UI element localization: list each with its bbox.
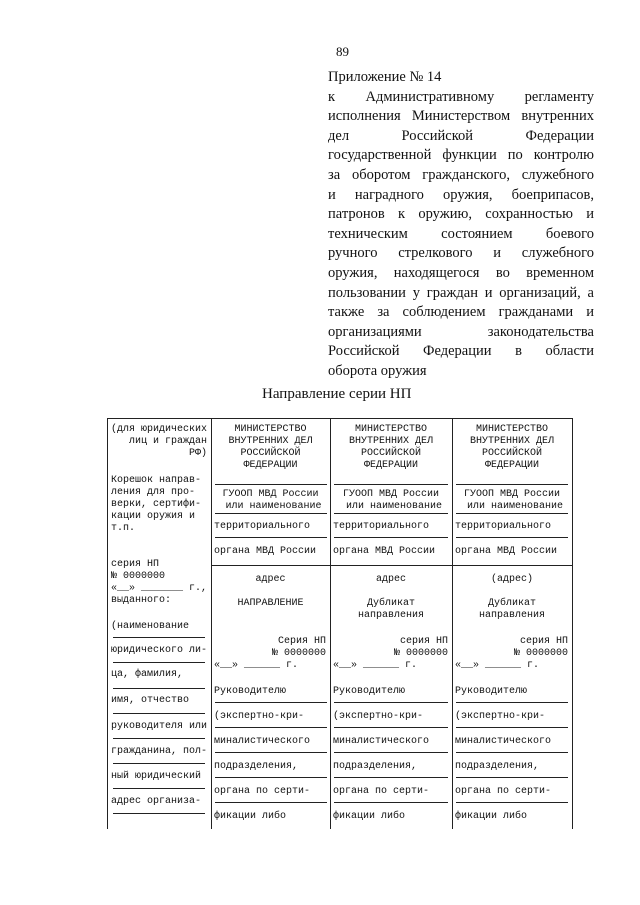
- organ-field: органа МВД России: [214, 546, 317, 557]
- document-title: Направление серии НП: [262, 386, 412, 402]
- series-number: № 0000000: [271, 648, 326, 659]
- document-type: Дубликат направления: [478, 598, 545, 621]
- series-label: серия НП: [519, 636, 568, 647]
- date-field: «__» ______ г.: [214, 660, 299, 671]
- addressee-line: фикации либо: [333, 811, 406, 822]
- organ-field: органа МВД России: [455, 546, 558, 557]
- appendix-header: [328, 68, 594, 382]
- stub-line: юридического ли-: [111, 645, 208, 656]
- column-divider: [452, 418, 453, 829]
- addressee-line: (экспертно-кри-: [214, 711, 305, 722]
- addressee-line: Руководителю: [455, 686, 528, 697]
- addressee-line: фикации либо: [214, 811, 287, 822]
- stub-line: гражданина, пол-: [111, 746, 208, 757]
- table-border-right: [572, 418, 573, 829]
- table-border-left: [107, 418, 108, 829]
- addressee-line: органа по серти-: [214, 786, 311, 797]
- section-divider: [211, 565, 572, 566]
- stub-line: адрес организа-: [111, 796, 202, 807]
- addressee-line: (экспертно-кри-: [333, 711, 424, 722]
- territorial-field: территориального: [333, 521, 430, 532]
- series-label: Серия НП: [277, 636, 326, 647]
- addressee-line: Руководителю: [333, 686, 406, 697]
- appendix-line: государственной функции по контролю: [328, 147, 594, 164]
- date-field: «__» ______ г.: [333, 660, 418, 671]
- ministry-heading: МИНИСТЕРСТВО ВНУТРЕННИХ ДЕЛ РОССИЙСКОЙ ФЕДЕРАЦИИ: [228, 424, 313, 471]
- territorial-field: территориального: [214, 521, 311, 532]
- addressee-line: органа по серти-: [455, 786, 552, 797]
- addressee-line: (экспертно-кри-: [455, 711, 546, 722]
- appendix-line: за оборотом гражданского, служебного: [328, 166, 594, 183]
- addressee-line: подразделения,: [214, 761, 299, 772]
- stub-caption: Корешок направ- ления для про- верки, сертифи- кации оружия и т.п.: [111, 475, 202, 534]
- stub-line: имя, отчество: [111, 695, 190, 706]
- appendix-line: оружия, находящегося во временном: [328, 264, 594, 281]
- addressee-line: Руководителю: [214, 686, 287, 697]
- ministry-heading: МИНИСТЕРСТВО ВНУТРЕННИХ ДЕЛ РОССИЙСКОЙ ФЕДЕРАЦИИ: [469, 424, 554, 471]
- appendix-line: техническим состоянием боевого: [328, 225, 594, 242]
- direction-form-table: [107, 418, 573, 829]
- address-field: адрес: [375, 574, 406, 585]
- appendix-line: к Административному регламенту: [328, 88, 594, 105]
- addressee-line: миналистического: [214, 736, 311, 747]
- appendix-line: оборота оружия: [328, 362, 427, 379]
- page-number: 89: [336, 44, 349, 59]
- address-field: адрес: [255, 574, 286, 585]
- stub-line: ца, фамилия,: [111, 669, 184, 680]
- series-label: серия НП: [399, 636, 448, 647]
- stub-line: руководителя или: [111, 721, 208, 732]
- column-divider: [211, 418, 212, 829]
- appendix-title: Приложение № 14: [328, 69, 442, 85]
- appendix-line: и наградного оружия, боеприпасов,: [328, 186, 594, 203]
- addressee-line: миналистического: [455, 736, 552, 747]
- appendix-line: патронов к оружию, сохранностью и: [328, 206, 594, 223]
- appendix-line: ручного стрелкового и служебного: [328, 245, 594, 262]
- stub-header: (для юридических лиц и граждан РФ): [111, 424, 208, 459]
- gu-field: ГУООП МВД России или наименование: [222, 489, 322, 512]
- addressee-line: подразделения,: [333, 761, 418, 772]
- stub-series: серия НП № 0000000 «__» _______ г., выданного:: [111, 559, 208, 606]
- series-number: № 0000000: [393, 648, 448, 659]
- addressee-line: органа по серти-: [333, 786, 430, 797]
- address-field: (адрес): [490, 574, 533, 585]
- series-number: № 0000000: [513, 648, 568, 659]
- appendix-line: исполнения Министерством внутренних: [328, 108, 594, 125]
- stub-line: ный юридический: [111, 771, 202, 782]
- addressee-line: фикации либо: [455, 811, 528, 822]
- appendix-line: пользовании у граждан и организаций, а: [328, 284, 594, 301]
- appendix-line: дел Российской Федерации: [328, 127, 594, 144]
- gu-field: ГУООП МВД России или наименование: [342, 489, 443, 512]
- organ-field: органа МВД России: [333, 546, 436, 557]
- column-divider: [330, 418, 331, 829]
- ministry-heading: МИНИСТЕРСТВО ВНУТРЕННИХ ДЕЛ РОССИЙСКОЙ ФЕДЕРАЦИИ: [348, 424, 433, 471]
- territorial-field: территориального: [455, 521, 552, 532]
- date-field: «__» ______ г.: [455, 660, 540, 671]
- appendix-line: организациями законодательства: [328, 323, 594, 340]
- document-type: НАПРАВЛЕНИЕ: [237, 598, 304, 609]
- addressee-line: миналистического: [333, 736, 430, 747]
- addressee-line: подразделения,: [455, 761, 540, 772]
- table-border-top: [107, 418, 573, 419]
- document-type: Дубликат направления: [357, 598, 424, 621]
- appendix-line: также за соблюдением гражданами и: [328, 304, 594, 321]
- gu-field: ГУООП МВД России или наименование: [463, 489, 564, 512]
- appendix-line: Российской Федерации в области: [328, 343, 594, 360]
- stub-line: (наименование: [111, 621, 190, 632]
